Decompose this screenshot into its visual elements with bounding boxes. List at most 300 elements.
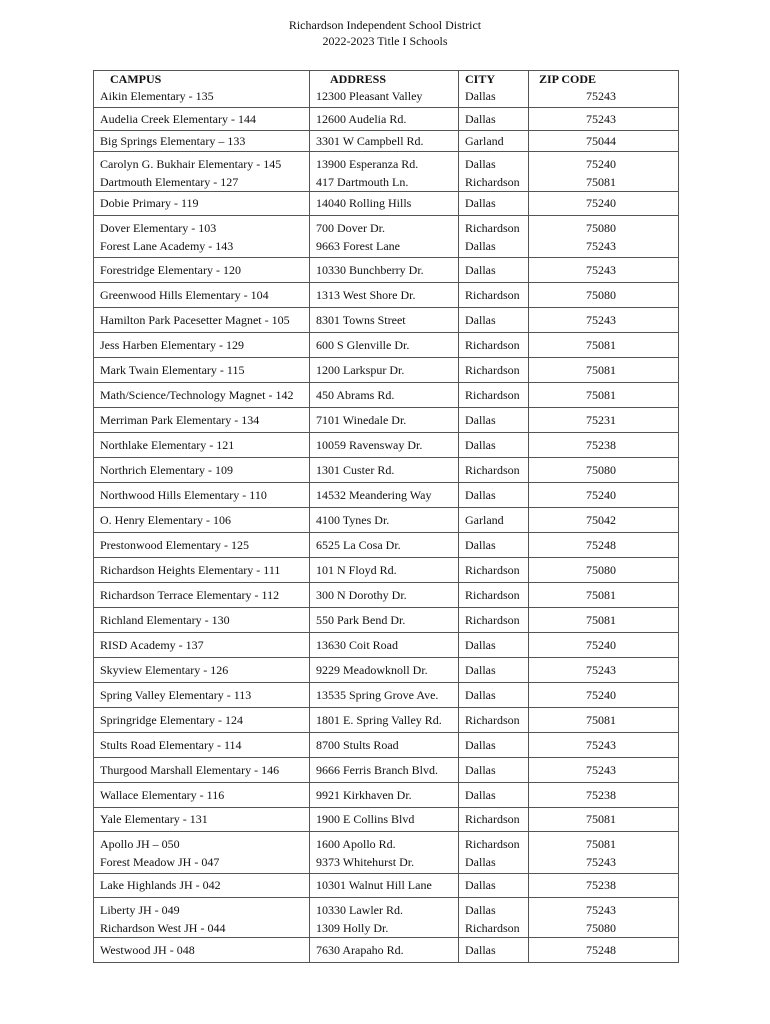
campus-cell <box>94 873 310 897</box>
campus-cell <box>94 831 310 873</box>
campus-text: Hamilton Park Pacesetter Magnet - 105 <box>100 312 290 327</box>
campus-text: Richardson West JH - 044 <box>100 920 226 935</box>
campus-cell <box>94 937 310 962</box>
city-text: Richardson <box>465 462 520 477</box>
address-cell <box>310 257 459 282</box>
table-row <box>94 873 679 897</box>
address-text: 10059 Ravensway Dr. <box>316 437 423 452</box>
address-cell <box>310 873 459 897</box>
table-row <box>94 407 679 432</box>
city-cell <box>459 482 529 507</box>
table-row <box>94 732 679 757</box>
zip-cell <box>529 282 679 307</box>
zip-cell <box>529 191 679 215</box>
address-cell <box>310 582 459 607</box>
zip-text: 75243 <box>586 854 616 869</box>
zip-text: 75240 <box>586 637 616 652</box>
campus-text: Big Springs Elementary – 133 <box>100 133 246 148</box>
city-cell <box>459 257 529 282</box>
zip-text: 75231 <box>586 412 616 427</box>
zip-cell <box>529 632 679 657</box>
address-text: 9666 Ferris Branch Blvd. <box>316 762 438 777</box>
campus-text: Westwood JH - 048 <box>100 942 195 957</box>
zip-cell <box>529 732 679 757</box>
address-cell <box>310 707 459 732</box>
city-text: Dallas <box>465 412 496 427</box>
address-text: 14532 Meandering Way <box>316 487 432 502</box>
address-text: 10330 Lawler Rd. <box>316 902 403 917</box>
city-text: Richardson <box>465 220 520 235</box>
campus-cell <box>94 215 310 257</box>
campus-text: Merriman Park Elementary - 134 <box>100 412 260 427</box>
city-text: Richardson <box>465 587 520 602</box>
address-cell <box>310 557 459 582</box>
city-text: Richardson <box>465 287 520 302</box>
city-cell <box>459 732 529 757</box>
table-row <box>94 557 679 582</box>
address-text: 7101 Winedale Dr. <box>316 412 407 427</box>
campus-cell <box>94 457 310 482</box>
table-row <box>94 191 679 215</box>
address-text: 450 Abrams Rd. <box>316 387 395 402</box>
address-text: 1900 E Collins Blvd <box>316 811 415 826</box>
city-text: Dallas <box>465 312 496 327</box>
campus-text: Audelia Creek Elementary - 144 <box>100 111 256 126</box>
zip-text: 75081 <box>586 712 616 727</box>
zip-text: 75081 <box>586 587 616 602</box>
document-title: 2022-2023 Title I Schools <box>322 34 448 48</box>
campus-text: Wallace Elementary - 116 <box>100 787 225 802</box>
campus-text: Spring Valley Elementary - 113 <box>100 687 252 702</box>
city-text: Dallas <box>465 787 496 802</box>
campus-text: Dobie Primary - 119 <box>100 195 199 210</box>
address-cell <box>310 507 459 532</box>
zip-cell <box>529 873 679 897</box>
address-text: 300 N Dorothy Dr. <box>316 587 407 602</box>
city-cell <box>459 682 529 707</box>
campus-text: Carolyn G. Bukhair Elementary - 145 <box>100 156 282 171</box>
zip-cell <box>529 457 679 482</box>
zip-cell <box>529 582 679 607</box>
city-text: Richardson <box>465 836 520 851</box>
zip-cell <box>529 707 679 732</box>
city-cell <box>459 532 529 557</box>
zip-text: 75081 <box>586 811 616 826</box>
zip-text: 75081 <box>586 362 616 377</box>
campus-text: O. Henry Elementary - 106 <box>100 512 231 527</box>
district-name: Richardson Independent School District <box>288 18 482 32</box>
zip-text: 75238 <box>586 437 616 452</box>
city-text: Dallas <box>465 89 496 103</box>
table-row <box>94 482 679 507</box>
campus-cell <box>94 682 310 707</box>
campus-cell <box>94 382 310 407</box>
city-cell <box>459 582 529 607</box>
city-cell <box>459 657 529 682</box>
zip-cell <box>529 937 679 962</box>
zip-text: 75243 <box>586 312 616 327</box>
title-i-schools-table <box>93 70 679 963</box>
address-cell <box>310 307 459 332</box>
campus-text: Jess Harben Elementary - 129 <box>100 337 244 352</box>
campus-cell <box>94 657 310 682</box>
address-text: 3301 W Campbell Rd. <box>316 133 424 148</box>
city-cell <box>459 557 529 582</box>
campus-cell <box>94 151 310 191</box>
address-text: 7630 Arapaho Rd. <box>316 942 404 957</box>
campus-cell <box>94 532 310 557</box>
campus-text: Forestridge Elementary - 120 <box>100 262 241 277</box>
address-cell <box>310 782 459 807</box>
campus-text: Springridge Elementary - 124 <box>100 712 243 727</box>
zip-column-header: ZIP CODE <box>529 71 679 88</box>
table-row <box>94 432 679 457</box>
address-cell <box>310 482 459 507</box>
campus-text: Richardson Terrace Elementary - 112 <box>100 587 280 602</box>
table-row <box>94 215 679 257</box>
address-cell <box>310 831 459 873</box>
campus-text: Apollo JH – 050 <box>100 836 180 851</box>
address-text: 550 Park Bend Dr. <box>316 612 406 627</box>
city-text: Richardson <box>465 712 520 727</box>
city-text: Dallas <box>465 537 496 552</box>
city-text: Dallas <box>465 111 496 126</box>
city-cell <box>459 432 529 457</box>
city-text: Dallas <box>465 487 496 502</box>
address-text: 1313 West Shore Dr. <box>316 287 416 302</box>
zip-text: 75081 <box>586 174 616 189</box>
campus-text: Skyview Elementary - 126 <box>100 662 229 677</box>
zip-text: 75243 <box>586 111 616 126</box>
address-cell <box>310 107 459 130</box>
table-row <box>94 782 679 807</box>
table-row <box>94 582 679 607</box>
city-cell <box>459 191 529 215</box>
address-cell <box>310 382 459 407</box>
address-cell <box>310 807 459 831</box>
table-body <box>94 87 679 962</box>
campus-cell <box>94 557 310 582</box>
campus-cell <box>94 707 310 732</box>
address-text: 8700 Stults Road <box>316 737 399 752</box>
city-cell <box>459 873 529 897</box>
city-cell <box>459 457 529 482</box>
address-text: 10301 Walnut Hill Lane <box>316 877 432 892</box>
address-cell <box>310 897 459 937</box>
table-row <box>94 507 679 532</box>
address-text: 1801 E. Spring Valley Rd. <box>316 712 442 727</box>
campus-cell <box>94 807 310 831</box>
zip-text: 75080 <box>586 562 616 577</box>
city-text: Richardson <box>465 174 520 189</box>
zip-cell <box>529 532 679 557</box>
address-text: 9229 Meadowknoll Dr. <box>316 662 428 677</box>
city-text: Richardson <box>465 362 520 377</box>
campus-text: Northrich Elementary - 109 <box>100 462 233 477</box>
city-cell <box>459 357 529 382</box>
zip-cell <box>529 557 679 582</box>
campus-cell <box>94 582 310 607</box>
city-cell <box>459 87 529 107</box>
address-column-header: ADDRESS <box>310 71 459 88</box>
campus-cell <box>94 257 310 282</box>
campus-text: Dover Elementary - 103 <box>100 220 217 235</box>
zip-text: 75042 <box>586 512 616 527</box>
zip-cell <box>529 757 679 782</box>
campus-cell <box>94 191 310 215</box>
address-cell <box>310 407 459 432</box>
zip-text: 75240 <box>586 195 616 210</box>
zip-cell <box>529 897 679 937</box>
table-row <box>94 151 679 191</box>
address-text: 417 Dartmouth Ln. <box>316 174 409 189</box>
city-cell <box>459 215 529 257</box>
table-row <box>94 632 679 657</box>
city-cell <box>459 407 529 432</box>
city-text: Richardson <box>465 920 520 935</box>
address-text: 600 S Glenville Dr. <box>316 337 410 352</box>
address-cell <box>310 130 459 151</box>
address-text: 12600 Audelia Rd. <box>316 111 407 126</box>
campus-cell <box>94 87 310 107</box>
city-text: Dallas <box>465 195 496 210</box>
city-cell <box>459 831 529 873</box>
city-text: Dallas <box>465 662 496 677</box>
campus-text: Lake Highlands JH - 042 <box>100 877 221 892</box>
zip-text: 75240 <box>586 487 616 502</box>
city-cell <box>459 382 529 407</box>
zip-text: 75081 <box>586 836 616 851</box>
zip-cell <box>529 215 679 257</box>
table-row <box>94 757 679 782</box>
table-row <box>94 307 679 332</box>
campus-text: Richardson Heights Elementary - 111 <box>100 562 281 577</box>
campus-cell <box>94 130 310 151</box>
city-text: Dallas <box>465 737 496 752</box>
address-cell <box>310 682 459 707</box>
city-text: Dallas <box>465 437 496 452</box>
address-text: 12300 Pleasant Valley <box>316 89 423 103</box>
address-text: 700 Dover Dr. <box>316 220 385 235</box>
campus-text: Yale Elementary - 131 <box>100 811 208 826</box>
campus-cell <box>94 107 310 130</box>
city-cell <box>459 897 529 937</box>
campus-text: Dartmouth Elementary - 127 <box>100 174 239 189</box>
campus-column-header: CAMPUS <box>94 71 310 88</box>
table-row <box>94 831 679 873</box>
table-header-row <box>94 71 679 88</box>
campus-cell <box>94 507 310 532</box>
address-text: 9663 Forest Lane <box>316 238 400 253</box>
city-text: Dallas <box>465 687 496 702</box>
zip-text: 75080 <box>586 287 616 302</box>
address-cell <box>310 332 459 357</box>
campus-text: Forest Lane Academy - 143 <box>100 238 234 253</box>
zip-cell <box>529 130 679 151</box>
zip-text: 75243 <box>586 89 616 103</box>
campus-cell <box>94 757 310 782</box>
campus-cell <box>94 357 310 382</box>
city-cell <box>459 632 529 657</box>
campus-text: Forest Meadow JH - 047 <box>100 854 220 869</box>
campus-text: Prestonwood Elementary - 125 <box>100 537 249 552</box>
address-cell <box>310 282 459 307</box>
address-text: 1309 Holly Dr. <box>316 920 389 935</box>
address-text: 4100 Tynes Dr. <box>316 512 390 527</box>
zip-text: 75081 <box>586 612 616 627</box>
zip-text: 75243 <box>586 762 616 777</box>
city-text: Dallas <box>465 156 496 171</box>
city-text: Dallas <box>465 262 496 277</box>
city-text: Richardson <box>465 387 520 402</box>
zip-cell <box>529 507 679 532</box>
city-text: Richardson <box>465 612 520 627</box>
city-text: Richardson <box>465 562 520 577</box>
zip-text: 75080 <box>586 220 616 235</box>
city-cell <box>459 332 529 357</box>
city-text: Dallas <box>465 942 496 957</box>
city-text: Dallas <box>465 877 496 892</box>
address-text: 9373 Whitehurst Dr. <box>316 854 415 869</box>
zip-text: 75080 <box>586 920 616 935</box>
address-cell <box>310 151 459 191</box>
zip-cell <box>529 432 679 457</box>
address-text: 8301 Towns Street <box>316 312 406 327</box>
address-text: 14040 Rolling Hills <box>316 195 412 210</box>
address-text: 13535 Spring Grove Ave. <box>316 687 439 702</box>
campus-cell <box>94 282 310 307</box>
campus-text: Thurgood Marshall Elementary - 146 <box>100 762 280 777</box>
campus-cell <box>94 482 310 507</box>
address-cell <box>310 607 459 632</box>
campus-cell <box>94 607 310 632</box>
campus-text: Mark Twain Elementary - 115 <box>100 362 245 377</box>
table-row <box>94 257 679 282</box>
zip-cell <box>529 482 679 507</box>
table-row <box>94 130 679 151</box>
address-text: 101 N Floyd Rd. <box>316 562 397 577</box>
zip-cell <box>529 807 679 831</box>
address-cell <box>310 532 459 557</box>
address-cell <box>310 757 459 782</box>
city-text: Richardson <box>465 337 520 352</box>
address-cell <box>310 357 459 382</box>
city-cell <box>459 130 529 151</box>
city-text: Dallas <box>465 238 496 253</box>
campus-text: Greenwood Hills Elementary - 104 <box>100 287 269 302</box>
zip-text: 75240 <box>586 156 616 171</box>
city-cell <box>459 151 529 191</box>
zip-cell <box>529 87 679 107</box>
address-text: 1301 Custer Rd. <box>316 462 395 477</box>
zip-text: 75248 <box>586 942 616 957</box>
address-text: 6525 La Cosa Dr. <box>316 537 401 552</box>
campus-text: Math/Science/Technology Magnet - 142 <box>100 387 294 402</box>
zip-cell <box>529 407 679 432</box>
zip-text: 75243 <box>586 902 616 917</box>
table-row <box>94 332 679 357</box>
address-cell <box>310 215 459 257</box>
city-cell <box>459 507 529 532</box>
city-text: Richardson <box>465 811 520 826</box>
campus-cell <box>94 732 310 757</box>
address-cell <box>310 732 459 757</box>
zip-text: 75240 <box>586 687 616 702</box>
campus-cell <box>94 407 310 432</box>
city-cell <box>459 107 529 130</box>
zip-text: 75081 <box>586 337 616 352</box>
zip-cell <box>529 607 679 632</box>
table-row <box>94 937 679 962</box>
zip-cell <box>529 782 679 807</box>
city-cell <box>459 607 529 632</box>
zip-cell <box>529 831 679 873</box>
table-row <box>94 532 679 557</box>
table-row <box>94 657 679 682</box>
city-text: Dallas <box>465 854 496 869</box>
campus-text: Northlake Elementary - 121 <box>100 437 235 452</box>
zip-cell <box>529 332 679 357</box>
table-row <box>94 107 679 130</box>
table-row <box>94 87 679 107</box>
zip-cell <box>529 657 679 682</box>
address-text: 10330 Bunchberry Dr. <box>316 262 424 277</box>
zip-text: 75243 <box>586 737 616 752</box>
address-cell <box>310 457 459 482</box>
address-cell <box>310 632 459 657</box>
zip-cell <box>529 382 679 407</box>
zip-text: 75238 <box>586 877 616 892</box>
campus-text: Liberty JH - 049 <box>100 902 180 917</box>
city-cell <box>459 307 529 332</box>
campus-cell <box>94 432 310 457</box>
zip-text: 75248 <box>586 537 616 552</box>
campus-text: RISD Academy - 137 <box>100 637 204 652</box>
city-cell <box>459 707 529 732</box>
address-cell <box>310 937 459 962</box>
zip-cell <box>529 151 679 191</box>
campus-cell <box>94 782 310 807</box>
campus-cell <box>94 897 310 937</box>
campus-text: Stults Road Elementary - 114 <box>100 737 242 752</box>
city-cell <box>459 282 529 307</box>
table-row <box>94 897 679 937</box>
table-row <box>94 707 679 732</box>
city-cell <box>459 937 529 962</box>
address-text: 13900 Esperanza Rd. <box>316 156 419 171</box>
zip-text: 75044 <box>586 133 616 148</box>
city-cell <box>459 782 529 807</box>
zip-cell <box>529 107 679 130</box>
table-row <box>94 357 679 382</box>
address-cell <box>310 432 459 457</box>
zip-text: 75243 <box>586 262 616 277</box>
city-cell <box>459 757 529 782</box>
table-row <box>94 682 679 707</box>
table-row <box>94 607 679 632</box>
address-text: 9921 Kirkhaven Dr. <box>316 787 412 802</box>
zip-text: 75081 <box>586 387 616 402</box>
table-row <box>94 382 679 407</box>
zip-text: 75238 <box>586 787 616 802</box>
table-row <box>94 457 679 482</box>
city-column-header: CITY <box>459 71 529 88</box>
address-text: 13630 Coit Road <box>316 637 399 652</box>
city-text: Dallas <box>465 637 496 652</box>
city-cell <box>459 807 529 831</box>
zip-cell <box>529 682 679 707</box>
campus-cell <box>94 632 310 657</box>
